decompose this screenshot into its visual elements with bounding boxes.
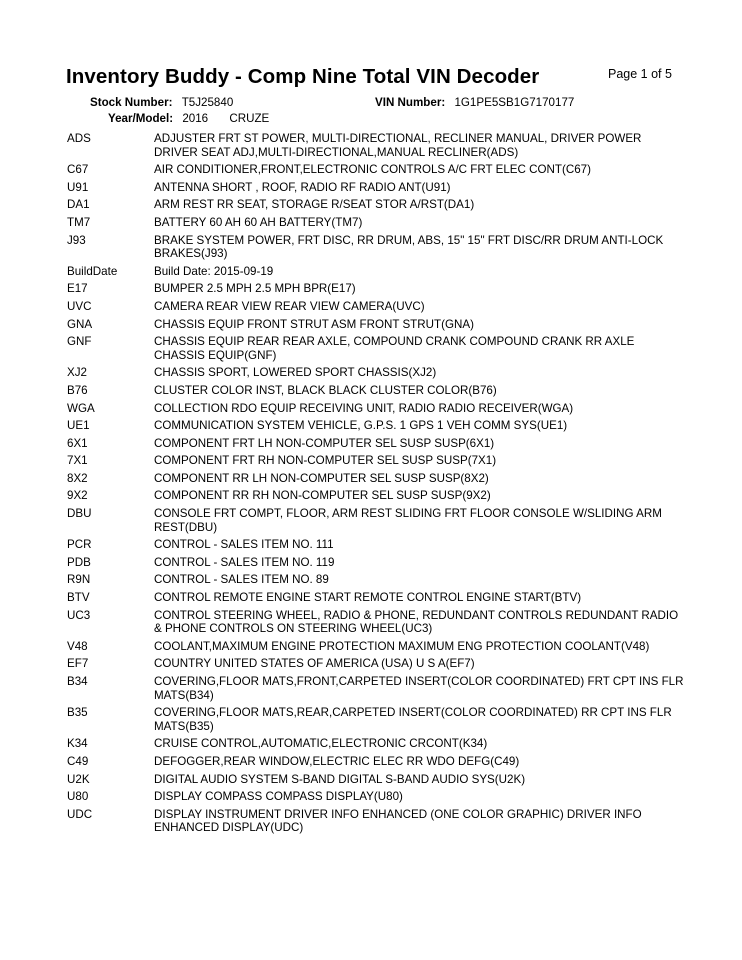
option-description: Build Date: 2015-09-19 — [154, 264, 274, 278]
option-code: U91 — [67, 180, 89, 194]
stock-number-label: Stock Number: — [90, 96, 173, 109]
option-description: CONTROL - SALES ITEM NO. 89 — [154, 573, 329, 587]
option-row — [67, 335, 687, 362]
option-row — [67, 198, 687, 212]
option-code: GNA — [67, 317, 93, 331]
option-code: BuildDate — [67, 264, 118, 278]
stock-number-row — [90, 96, 233, 109]
option-code: UC3 — [67, 608, 91, 622]
option-code: UE1 — [67, 419, 90, 433]
option-row — [67, 437, 687, 451]
option-description: COUNTRY UNITED STATES OF AMERICA (USA) U S A(EF7) — [154, 657, 475, 671]
option-row — [67, 216, 687, 230]
option-row — [67, 538, 687, 552]
option-description: CRUISE CONTROL,AUTOMATIC,ELECTRONIC CRCONT(K34) — [154, 737, 488, 751]
model-value: CRUZE — [229, 112, 270, 125]
option-row — [67, 265, 687, 279]
option-code: PCR — [67, 538, 92, 552]
option-code: UDC — [67, 807, 93, 821]
option-code: WGA — [67, 401, 95, 415]
option-code: B34 — [67, 675, 88, 688]
option-code: U2K — [67, 772, 90, 786]
option-description: CONTROL - SALES ITEM NO. 119 — [154, 555, 335, 569]
option-description: COVERING,FLOOR MATS,FRONT,CARPETED INSERT(COLOR COORDINATED) FRT CPT INS FLR MATS(B34) — [154, 675, 684, 702]
option-row — [67, 300, 687, 314]
vin-number-value: 1G1PE5SB1G7170177 — [454, 96, 575, 109]
option-description: CHASSIS EQUIP REAR REAR AXLE, COMPOUND CRANK COMPOUND CRANK RR AXLE CHASSIS EQUIP(GNF) — [154, 335, 635, 362]
option-row — [67, 573, 687, 587]
option-description: COLLECTION RDO EQUIP RECEIVING UNIT, RADIO RADIO RECEIVER(WGA) — [154, 401, 574, 415]
option-row — [67, 507, 687, 534]
option-row — [67, 773, 687, 787]
option-code: BTV — [67, 591, 90, 605]
option-code: C49 — [67, 754, 89, 768]
option-description: AIR CONDITIONER,FRONT,ELECTRONIC CONTROLS A/C FRT ELEC CONT(C67) — [154, 163, 591, 177]
option-description: COOLANT,MAXIMUM ENGINE PROTECTION MAXIMUM ENG PROTECTION COOLANT(V48) — [154, 639, 650, 653]
option-row — [67, 489, 687, 503]
option-code: XJ2 — [67, 366, 87, 380]
option-description: ARM REST RR SEAT, STORAGE R/SEAT STOR A/RST(DA1) — [154, 198, 475, 212]
option-row — [67, 556, 687, 570]
option-description: COMPONENT FRT LH NON-COMPUTER SEL SUSP SUSP(6X1) — [154, 436, 495, 450]
option-code-list — [67, 132, 687, 839]
option-description: DEFOGGER,REAR WINDOW,ELECTRIC ELEC RR WDO DEFG(C49) — [154, 754, 520, 768]
year-model-label: Year/Model: — [108, 112, 174, 125]
stock-number-value: T5J25840 — [181, 96, 234, 109]
option-row — [67, 454, 687, 468]
option-row — [67, 419, 687, 433]
option-row — [67, 181, 687, 195]
option-description: CONTROL - SALES ITEM NO. 111 — [154, 538, 334, 552]
option-code: U80 — [67, 790, 89, 804]
option-row — [67, 402, 687, 416]
option-description: COMPONENT RR RH NON-COMPUTER SEL SUSP SUSP(9X2) — [154, 489, 491, 503]
option-description: BRAKE SYSTEM POWER, FRT DISC, RR DRUM, ABS, 15" 15" FRT DISC/RR DRUM ANTI-LOCK BRAKES(J93) — [154, 233, 664, 261]
option-description: CONSOLE FRT COMPT, FLOOR, ARM REST SLIDING FRT FLOOR CONSOLE W/SLIDING ARM REST(DBU) — [154, 507, 662, 534]
option-row — [67, 808, 687, 835]
option-description: COMPONENT FRT RH NON-COMPUTER SEL SUSP SUSP(7X1) — [154, 454, 497, 468]
option-row — [67, 163, 687, 177]
option-row — [67, 609, 687, 636]
option-code: TM7 — [67, 215, 91, 229]
option-row — [67, 318, 687, 332]
option-description: BUMPER 2.5 MPH 2.5 MPH BPR(E17) — [154, 282, 356, 296]
option-code: E17 — [67, 282, 88, 296]
option-row — [67, 384, 687, 398]
option-description: BATTERY 60 AH 60 AH BATTERY(TM7) — [154, 215, 363, 229]
option-row — [67, 790, 687, 804]
vin-number-label: VIN Number: — [375, 96, 446, 109]
option-description: CHASSIS EQUIP FRONT STRUT ASM FRONT STRUT(GNA) — [154, 317, 474, 331]
report-title: Inventory Buddy - Comp Nine Total VIN Decoder — [66, 65, 540, 88]
option-code: C67 — [67, 163, 89, 177]
option-code: 7X1 — [67, 454, 88, 468]
vin-number-row — [375, 96, 574, 109]
option-code: 6X1 — [67, 436, 88, 450]
option-description: CAMERA REAR VIEW REAR VIEW CAMERA(UVC) — [154, 299, 425, 313]
option-row — [67, 591, 687, 605]
option-row — [67, 737, 687, 751]
option-code: DA1 — [67, 198, 90, 212]
option-code: R9N — [67, 573, 91, 587]
option-description: CONTROL REMOTE ENGINE START REMOTE CONTROL ENGINE START(BTV) — [154, 591, 582, 605]
year-value: 2016 — [182, 112, 209, 125]
option-description: CLUSTER COLOR INST, BLACK BLACK CLUSTER COLOR(B76) — [154, 383, 497, 397]
option-description: CONTROL STEERING WHEEL, RADIO & PHONE, REDUNDANT CONTROLS REDUNDANT RADIO & PHONE CONTROLS ON STEERING WHEEL(UC3) — [154, 608, 679, 636]
option-code: V48 — [67, 639, 88, 653]
option-code: EF7 — [67, 657, 89, 671]
option-description: DISPLAY COMPASS COMPASS DISPLAY(U80) — [154, 790, 403, 804]
option-description: DISPLAY INSTRUMENT DRIVER INFO ENHANCED (ONE COLOR GRAPHIC) DRIVER INFO ENHANCED DISPLAY(UDC) — [154, 807, 642, 835]
option-row — [67, 657, 687, 671]
option-code: J93 — [67, 233, 86, 247]
page-number: Page 1 of 5 — [608, 67, 672, 81]
option-code: UVC — [67, 299, 92, 313]
option-row — [67, 675, 687, 702]
option-code: K34 — [67, 737, 88, 751]
option-row — [67, 640, 687, 654]
option-code: 8X2 — [67, 471, 88, 485]
option-code: B76 — [67, 383, 88, 397]
option-code: 9X2 — [67, 489, 88, 503]
option-row — [67, 366, 687, 380]
option-description: ADJUSTER FRT ST POWER, MULTI-DIRECTIONAL, RECLINER MANUAL, DRIVER POWER DRIVER SEAT ADJ,MULTI-DIRECTIONAL,MANUAL RECLINER(ADS) — [154, 132, 642, 159]
option-row — [67, 706, 687, 733]
option-description: COMPONENT RR LH NON-COMPUTER SEL SUSP SUSP(8X2) — [154, 471, 489, 485]
option-description: CHASSIS SPORT, LOWERED SPORT CHASSIS(XJ2) — [154, 366, 437, 380]
option-row — [67, 755, 687, 769]
option-description: COMMUNICATION SYSTEM VEHICLE, G.P.S. 1 GPS 1 VEH COMM SYS(UE1) — [154, 419, 568, 433]
option-code: PDB — [67, 555, 91, 569]
option-row — [67, 472, 687, 486]
option-row — [67, 234, 687, 261]
year-model-row — [108, 112, 269, 125]
option-description: ANTENNA SHORT , ROOF, RADIO RF RADIO ANT(U91) — [154, 180, 451, 194]
option-row — [67, 132, 687, 159]
option-row — [67, 282, 687, 296]
option-code: DBU — [67, 507, 92, 521]
option-code: GNF — [67, 335, 92, 349]
option-description: DIGITAL AUDIO SYSTEM S-BAND DIGITAL S-BAND AUDIO SYS(U2K) — [154, 772, 526, 786]
option-code: B35 — [67, 706, 88, 720]
option-description: COVERING,FLOOR MATS,REAR,CARPETED INSERT(COLOR COORDINATED) RR CPT INS FLR MATS(B35) — [154, 706, 672, 733]
option-code: ADS — [67, 132, 91, 145]
